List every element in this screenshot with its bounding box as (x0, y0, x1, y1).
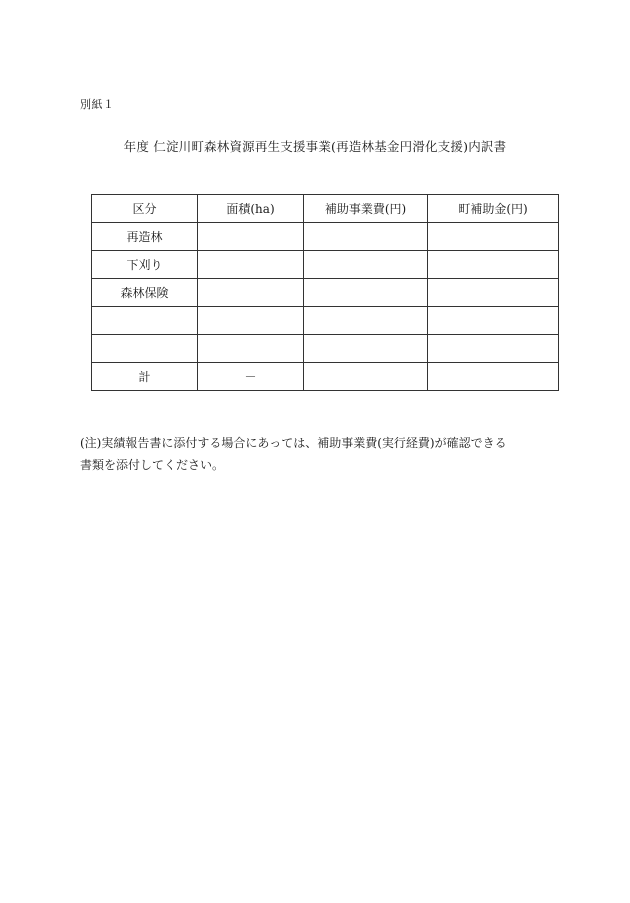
row-town-subsidy (428, 251, 559, 279)
row-town-subsidy (428, 279, 559, 307)
row-town-subsidy (428, 335, 559, 363)
row-project-cost (304, 279, 428, 307)
annex-label: 別紙１ (80, 98, 115, 111)
table-row (92, 335, 559, 363)
document-title: 年度 仁淀川町森林資源再生支援事業(再造林基金円滑化支援)内訳書 (123, 139, 507, 154)
row-project-cost (304, 223, 428, 251)
total-label: 計 (92, 363, 198, 391)
row-category (92, 335, 198, 363)
note-line-1: (注)実績報告書に添付する場合にあっては、補助事業費(実行経費)が確認できる (80, 436, 507, 450)
row-category: 下刈り (92, 251, 198, 279)
breakdown-table (91, 194, 559, 391)
header-category: 区分 (92, 195, 198, 223)
row-town-subsidy (428, 307, 559, 335)
total-row (92, 363, 559, 391)
header-project-cost: 補助事業費(円) (304, 195, 428, 223)
row-area (198, 307, 304, 335)
row-category (92, 307, 198, 335)
table-header-row (92, 195, 559, 223)
row-area (198, 335, 304, 363)
row-area (198, 223, 304, 251)
table-row (92, 251, 559, 279)
row-category: 森林保険 (92, 279, 198, 307)
row-category: 再造林 (92, 223, 198, 251)
row-project-cost (304, 307, 428, 335)
total-area: － (198, 363, 304, 391)
header-area: 面積(ha) (198, 195, 304, 223)
row-town-subsidy (428, 223, 559, 251)
note-line-2: 書類を添付してください。 (80, 458, 225, 472)
row-project-cost (304, 251, 428, 279)
header-town-subsidy: 町補助金(円) (428, 195, 559, 223)
note (80, 432, 560, 476)
table-row (92, 279, 559, 307)
total-project-cost (304, 363, 428, 391)
table-row (92, 307, 559, 335)
table-row (92, 223, 559, 251)
row-project-cost (304, 335, 428, 363)
total-town-subsidy (428, 363, 559, 391)
row-area (198, 279, 304, 307)
row-area (198, 251, 304, 279)
